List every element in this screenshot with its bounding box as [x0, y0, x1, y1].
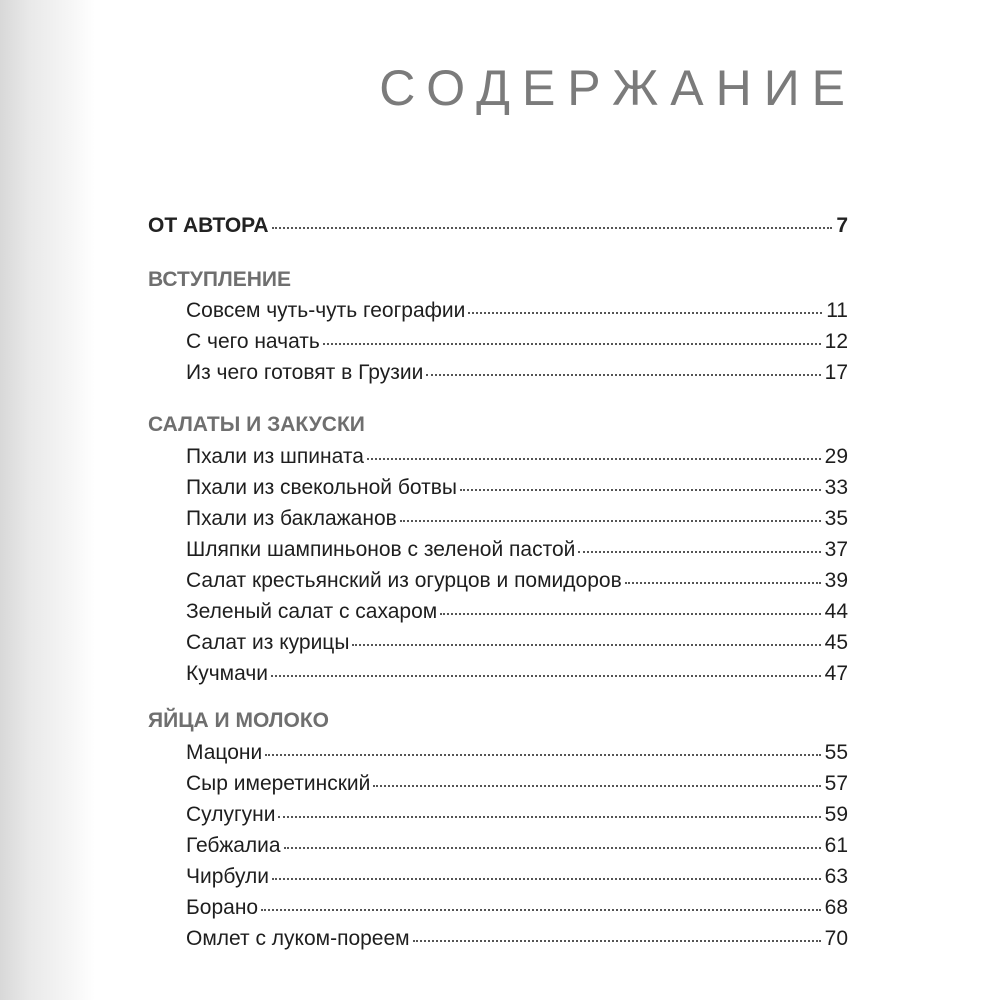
toc-entry-page: 37 [824, 538, 848, 561]
toc-entry-page: 63 [824, 865, 848, 888]
dot-leader [352, 644, 820, 646]
dot-leader [413, 940, 821, 942]
toc-entry [186, 473, 848, 503]
dot-leader [440, 613, 820, 615]
toc-entry [186, 628, 848, 658]
toc-entry [186, 442, 848, 472]
section-heading-intro: ВСТУПЛЕНИЕ [148, 268, 292, 291]
toc-entry-page: 44 [824, 600, 848, 623]
dot-leader [261, 909, 821, 911]
toc-entry-page: 57 [824, 772, 848, 795]
dot-leader [468, 312, 822, 314]
toc-entry-label: Шляпки шампиньонов с зеленой пастой [186, 538, 576, 561]
toc-entry-label: Пхали из баклажанов [186, 507, 397, 530]
dot-leader [271, 675, 821, 677]
toc-entry-page: 12 [824, 330, 848, 353]
toc-entry-label: Из чего готовят в Грузии [186, 361, 424, 384]
toc-entry-label: Сулугуни [186, 803, 276, 826]
toc-entry [186, 893, 848, 923]
dot-leader [278, 816, 820, 818]
toc-entry-page: 29 [824, 445, 848, 468]
toc-entry [186, 831, 848, 861]
toc-entry-label: Пхали из шпината [186, 445, 364, 468]
toc-entry-label: Борано [186, 896, 259, 919]
toc-entry-label: Салат из курицы [186, 631, 350, 654]
toc-entry-label: Пхали из свекольной ботвы [186, 476, 457, 499]
toc-entry-page: 35 [824, 507, 848, 530]
toc-entry-author [148, 211, 848, 241]
toc-entry-page: 47 [824, 662, 848, 685]
toc-entry-label: Чирбули [186, 865, 269, 888]
section-heading-salads: САЛАТЫ И ЗАКУСКИ [148, 413, 365, 436]
toc-entry-page: 11 [826, 299, 848, 322]
toc-entry [186, 659, 848, 689]
toc-entry [186, 597, 848, 627]
dot-leader [284, 847, 821, 849]
toc-entry-label: ОТ АВТОРА [148, 214, 269, 237]
toc-entry [186, 535, 848, 565]
dot-leader [373, 785, 820, 787]
dot-leader [323, 343, 821, 345]
dot-leader [367, 458, 821, 460]
toc-entry-page: 17 [824, 361, 848, 384]
toc-entry [186, 769, 848, 799]
toc-entry-page: 61 [824, 834, 848, 857]
toc-entry [186, 327, 848, 357]
toc-entry-page: 45 [824, 631, 848, 654]
toc-entry-page: 70 [824, 927, 848, 950]
section-heading-eggs-milk: ЯЙЦА И МОЛОКО [148, 709, 329, 732]
toc-entry-page: 55 [824, 741, 848, 764]
dot-leader [400, 520, 821, 522]
toc-entry [186, 924, 848, 954]
toc-entry [186, 566, 848, 596]
toc-entry-label: С чего начать [186, 330, 320, 353]
toc-entry-page: 59 [824, 803, 848, 826]
toc-entry-label: Омлет с луком-пореем [186, 927, 410, 950]
toc-entry-page: 68 [824, 896, 848, 919]
toc-entry-page: 7 [836, 214, 848, 237]
dot-leader [272, 227, 833, 229]
toc-entry-label: Кучмачи [186, 662, 269, 685]
dot-leader [265, 754, 820, 756]
toc-entry [186, 800, 848, 830]
toc-entry-label: Гебжалиа [186, 834, 281, 857]
toc-entry [186, 296, 848, 326]
toc-entry-label: Сыр имеретинский [186, 772, 371, 795]
dot-leader [625, 582, 821, 584]
dot-leader [426, 374, 820, 376]
dot-leader [578, 551, 820, 553]
toc-entry-label: Совсем чуть-чуть географии [186, 299, 466, 322]
dot-leader [460, 489, 821, 491]
toc-entry-label: Мацони [186, 741, 263, 764]
page-title: СОДЕРЖАНИЕ [379, 60, 857, 116]
toc-entry-label: Салат крестьянский из огурцов и помидоров [186, 569, 622, 592]
toc-entry [186, 504, 848, 534]
toc-entry-page: 39 [824, 569, 848, 592]
spine-shadow [0, 0, 95, 1000]
toc-entry [186, 358, 848, 388]
dot-leader [272, 878, 821, 880]
toc-entry-page: 33 [824, 476, 848, 499]
toc-entry [186, 862, 848, 892]
toc-entry [186, 738, 848, 768]
toc-entry-label: Зеленый салат с сахаром [186, 600, 438, 623]
